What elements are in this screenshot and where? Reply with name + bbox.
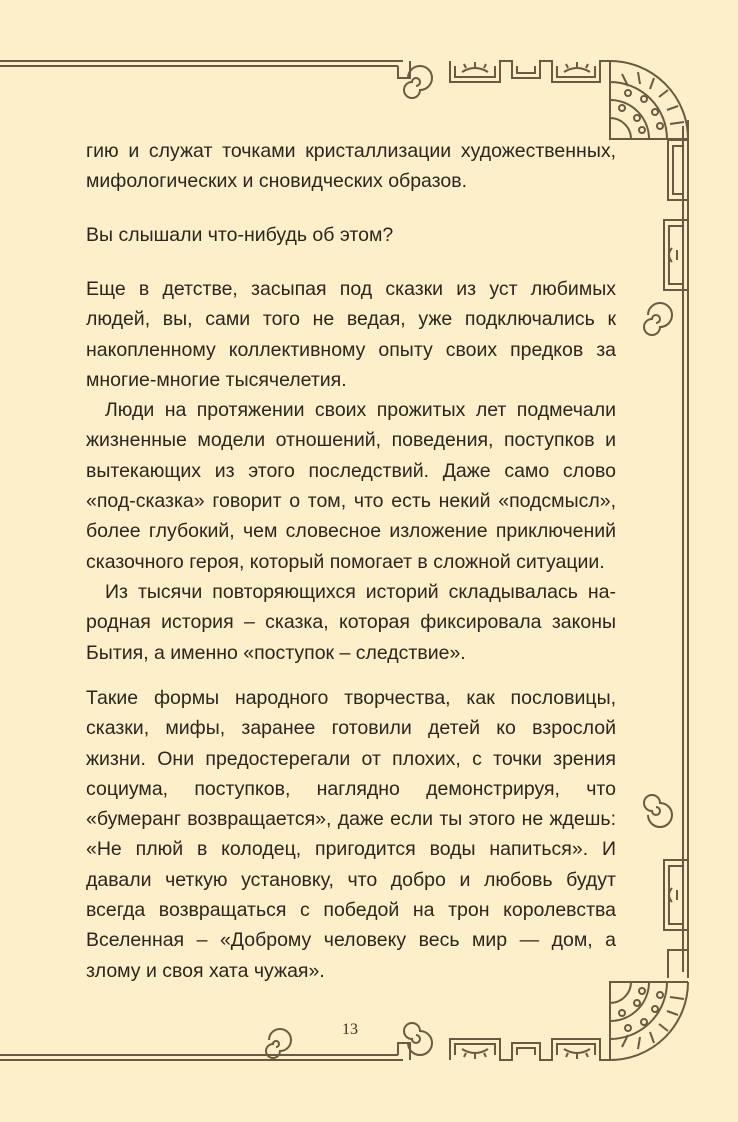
main-paragraphs <box>86 274 616 668</box>
paragraph-text: Люди на протяжении своих прожитых лет подмечали жизненные модели отношений, поведения, поступков и вытекающих из этого последствий. Даже само слово «под-сказка» говорит о том, что есть некий «подсмысл», более глубокий, чем словесное изложение приключений сказочного героя, который помогает в сложной ситуации. <box>86 399 616 573</box>
corner-fan-top <box>610 61 688 139</box>
corner-fan-bottom <box>610 982 688 1060</box>
paragraph-text: Такие формы народного творчества, как пословицы, сказки, мифы, заранее готовили детей ко взрослой жизни. Они предостерегали от плохих, с точки зрения социума, поступков, наглядно демонстрируя, что «бумеранг возвращается», даже если ты этого не ждешь: «Не плюй в колодец, пригодится воды напиться». И давали четкую установку, что добро и любовь будут всегда возвращаться с победой на трон королевства Вселенная – «Доброму человеку весь мир — дом, а злому и своя хата чужая». <box>86 687 616 982</box>
paragraph-text: Еще в детстве, засыпая под сказки из уст любимых людей, вы, сами того не ведая, уже подключались к накопленному коллективному опыту своих предков за многие-многие тысячелетия. <box>86 278 616 391</box>
folk-wisdom-paragraph <box>86 683 616 986</box>
question-paragraph <box>86 220 616 250</box>
top-meander <box>450 61 612 82</box>
right-meander <box>664 140 688 978</box>
bottom-meander <box>450 1039 612 1060</box>
paragraph-text: гию и служат точками кристаллизации художественных, мифологических и сновидческих образов. <box>86 140 616 193</box>
page-number: 13 <box>342 1021 358 1038</box>
paragraph-continuation <box>86 136 616 197</box>
paragraph-text: Вы слышали что-нибудь об этом? <box>86 224 394 246</box>
paragraph-text: Из тысячи повторяющихся историй складывалась народная история – сказка, которая фиксировала законы Бытия, а именно «поступок – следствие». <box>86 580 616 664</box>
